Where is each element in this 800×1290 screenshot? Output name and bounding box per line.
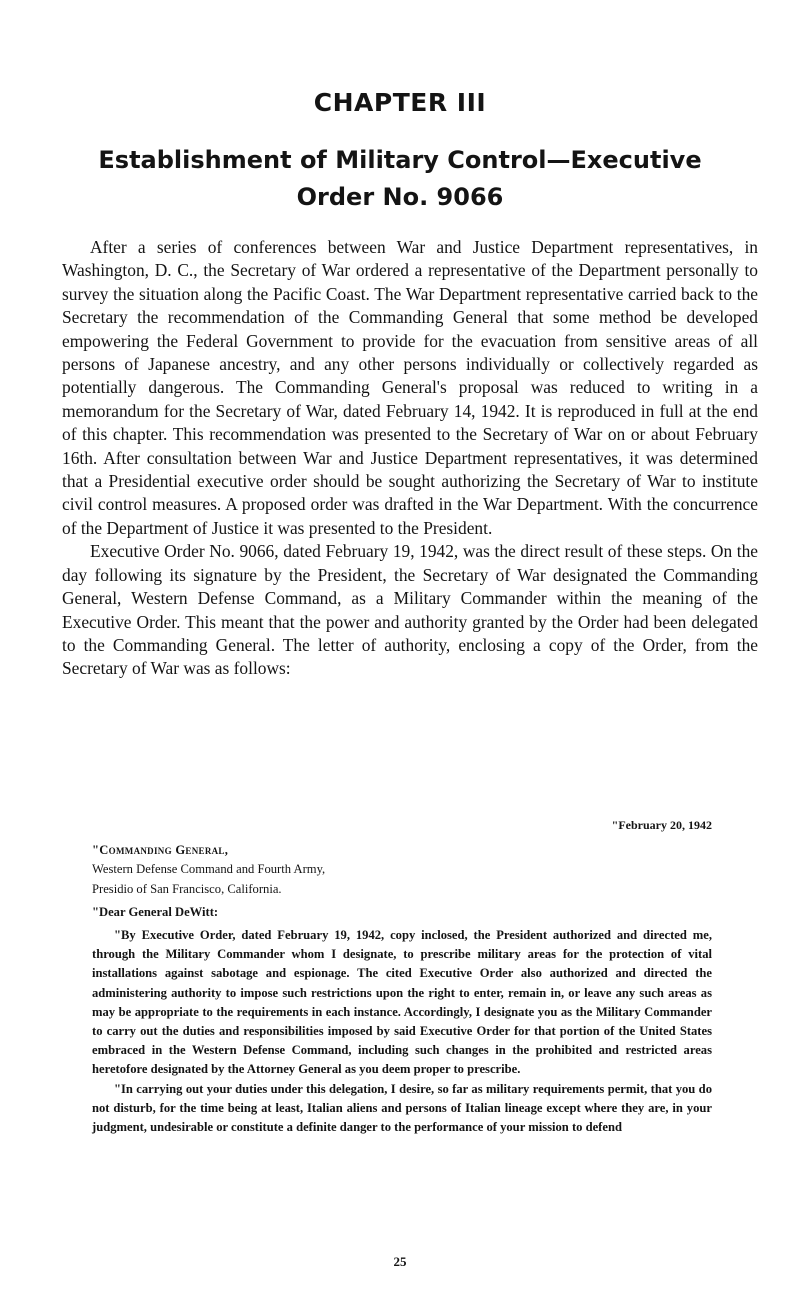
chapter-heading: CHAPTER III xyxy=(313,88,487,117)
quoted-letter xyxy=(92,816,712,1137)
letter-salutation: "Dear General DeWitt: xyxy=(92,904,219,919)
letter-address-line: Western Defense Command and Fourth Army, xyxy=(92,862,326,877)
addressee-title: "Commanding General, xyxy=(92,843,229,858)
letter-addressee xyxy=(92,841,712,860)
letter-paragraph: "In carrying out your duties under this delegation, I desire, so far as military requirements permit, that you do not disturb, for the time being at least, Italian aliens and persons of Italian lineage except where they are, in your judgment, undesirable or constitute a definite danger to the performance of your mission to defend xyxy=(92,1081,712,1135)
chapter-title: Establishment of Military Control—Executive Order No. 9066 xyxy=(98,146,702,211)
body-text xyxy=(62,236,758,681)
body-paragraph: Executive Order No. 9066, dated February 19, 1942, was the direct result of these steps. On the day following its signature by the President, the Secretary of War designated the Commanding General, Western Defense Command, as a Military Commander within the meaning of the Executive Order. This meant that the power and authority granted by the Order had been delegated to the Commanding General. The letter of authority, enclosing a copy of the Order, from the Secretary of War was as follows: xyxy=(62,541,758,679)
body-paragraph: After a series of conferences between War and Justice Department representatives, in Washington, D. C., the Secretary of War ordered a representative of the Department personally to survey the situation along the Pacific Coast. The War Department representative carried back to the Secretary the recommendation of the Commanding General that some method be developed empowering the Federal Government to provide for the evacuation from sensitive areas of all persons of Japanese ancestry, and any other persons individually or collectively regarded as potentially dangerous. The Commanding General's proposal was reduced to writing in a memorandum for the Secretary of War, dated February 14, 1942. It is reproduced in full at the end of this chapter. This recommendation was presented to the Secretary of War on or about February 16th. After consultation between War and Justice Department representatives, it was determined that a Presidential executive order should be sought authorizing the Secretary of War to institute civil control measures. A proposed order was drafted in the War Department. With the concurrence of the Department of Justice it was presented to the President. xyxy=(62,237,758,538)
letter-date: "February 20, 1942 xyxy=(611,818,712,832)
page-number: 25 xyxy=(393,1254,407,1269)
letter-paragraph: "By Executive Order, dated February 19, 1942, copy inclosed, the President authorized and directed me, through the Military Commander whom I designate, to prescribe military areas for the protection of vital installations against sabotage and espionage. The cited Executive Order also authorized and directed the administering authority to impose such restrictions upon the right to enter, remain in, or leave any such areas as may be appropriate to the requirements in each instance. Accordingly, I designate you as the Military Commander to carry out the duties and responsibilities imposed by said Executive Order for that portion of the United States embraced in the Western Defense Command, including such changes in the prohibited and restricted areas heretofore designated by the Attorney General as you deem proper to prescribe. xyxy=(92,928,712,1077)
letter-address-line: Presidio of San Francisco, California. xyxy=(92,881,282,896)
